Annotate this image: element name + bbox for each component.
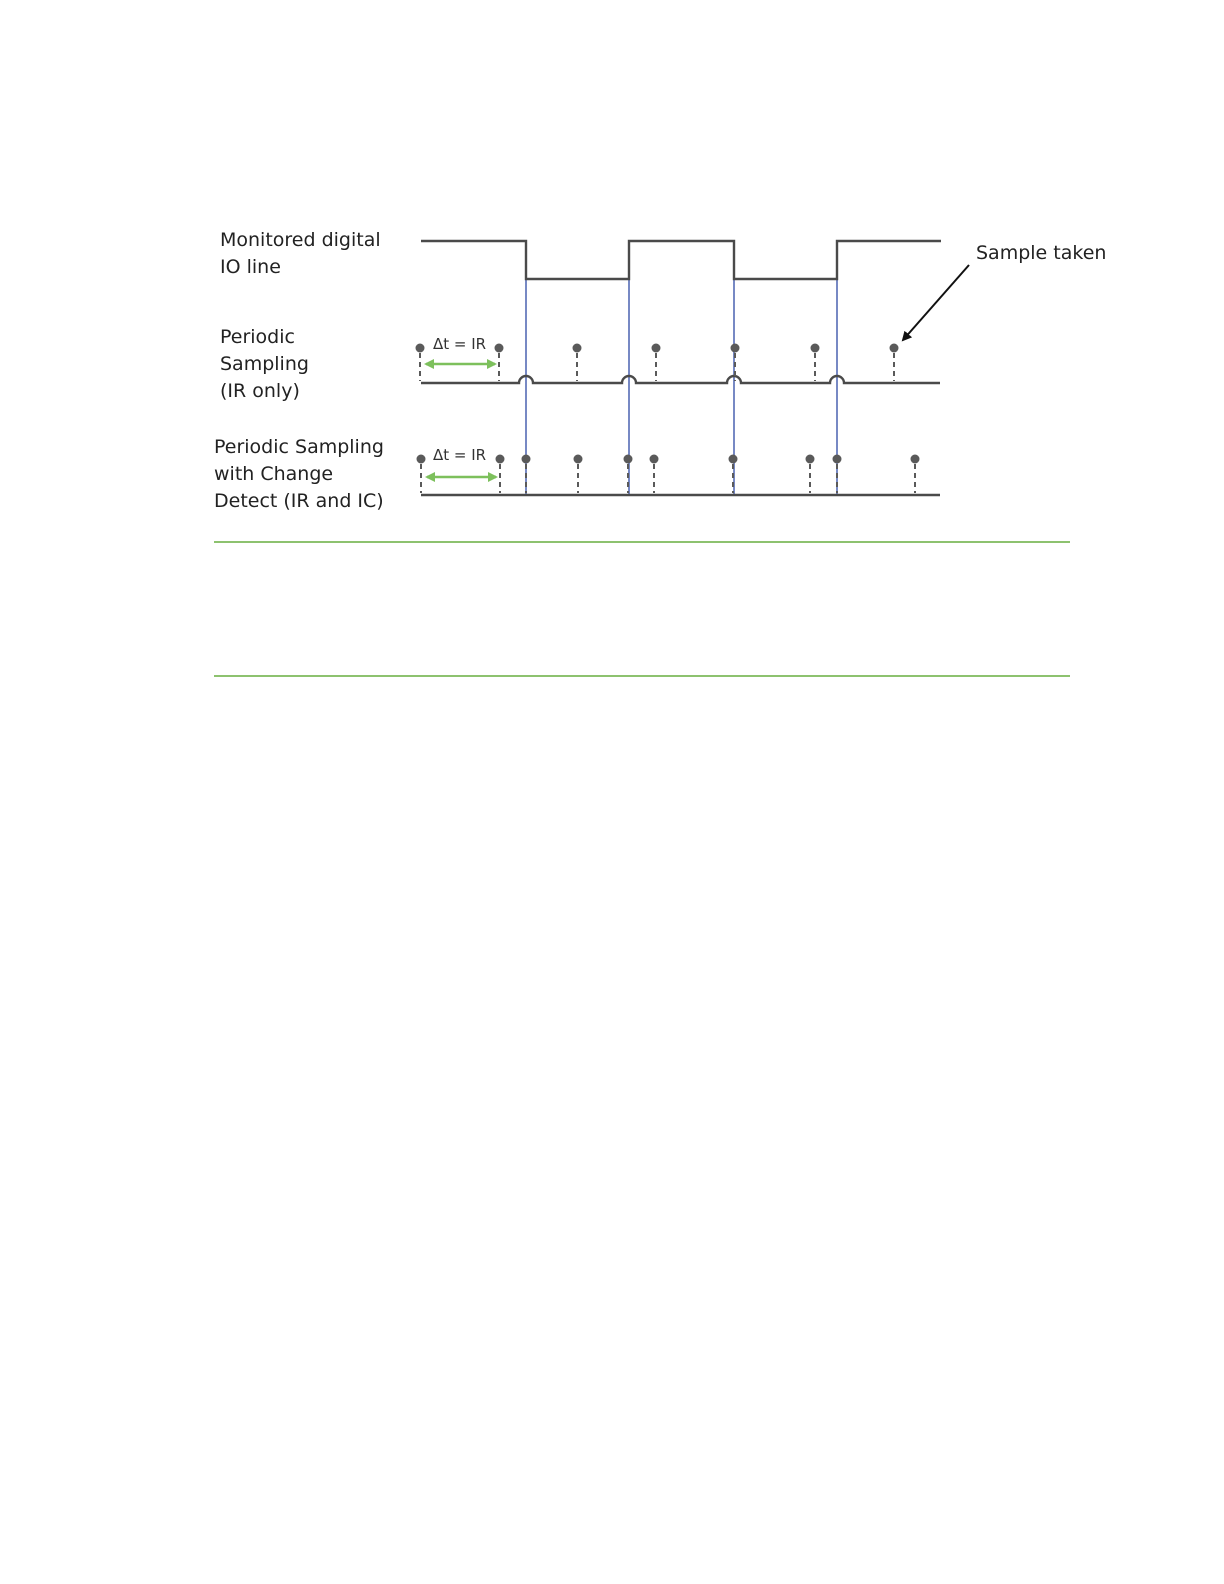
ir-sample-dot-6 — [811, 344, 820, 353]
ic-sample-dot-8 — [806, 455, 815, 464]
timing-diagram-svg — [0, 0, 1224, 560]
ic-sample-dot-3 — [522, 455, 531, 464]
ir-only-baseline — [421, 376, 940, 383]
ir-ic-samples — [417, 455, 920, 494]
ic-sample-dot-10 — [911, 455, 920, 464]
io-line-label: Monitored digital IO line — [220, 229, 381, 278]
sampling-timing-diagram — [0, 0, 1224, 560]
interval-label-ir-only: Δt = IR — [433, 335, 487, 353]
divider-top — [214, 541, 1070, 543]
ir-sample-dot-4 — [652, 344, 661, 353]
interval-label-ir-ic: Δt = IR — [433, 446, 487, 464]
ir-sample-dot-5 — [731, 344, 740, 353]
ic-sample-dot-2 — [496, 455, 505, 464]
ir-only-label: Periodic Sampling (IR only) — [220, 326, 309, 402]
ic-sample-dot-7 — [729, 455, 738, 464]
ir-ic-label: Periodic Sampling with Change Detect (IR and IC) — [214, 436, 384, 512]
ic-sample-dot-4 — [574, 455, 583, 464]
ir-sample-dot-7 — [890, 344, 899, 353]
ic-sample-dot-6 — [650, 455, 659, 464]
ic-sample-dot-9 — [833, 455, 842, 464]
ic-sample-dot-1 — [417, 455, 426, 464]
ir-sample-dot-3 — [573, 344, 582, 353]
ir-sample-dot-1 — [416, 344, 425, 353]
ir-only-samples — [416, 344, 899, 382]
ic-sample-dot-5 — [624, 455, 633, 464]
ir-sample-dot-2 — [495, 344, 504, 353]
sample-taken-pointer — [903, 265, 969, 340]
io-line-waveform — [421, 241, 941, 279]
divider-bottom — [214, 675, 1070, 677]
sample-taken-label: Sample taken — [976, 242, 1107, 264]
